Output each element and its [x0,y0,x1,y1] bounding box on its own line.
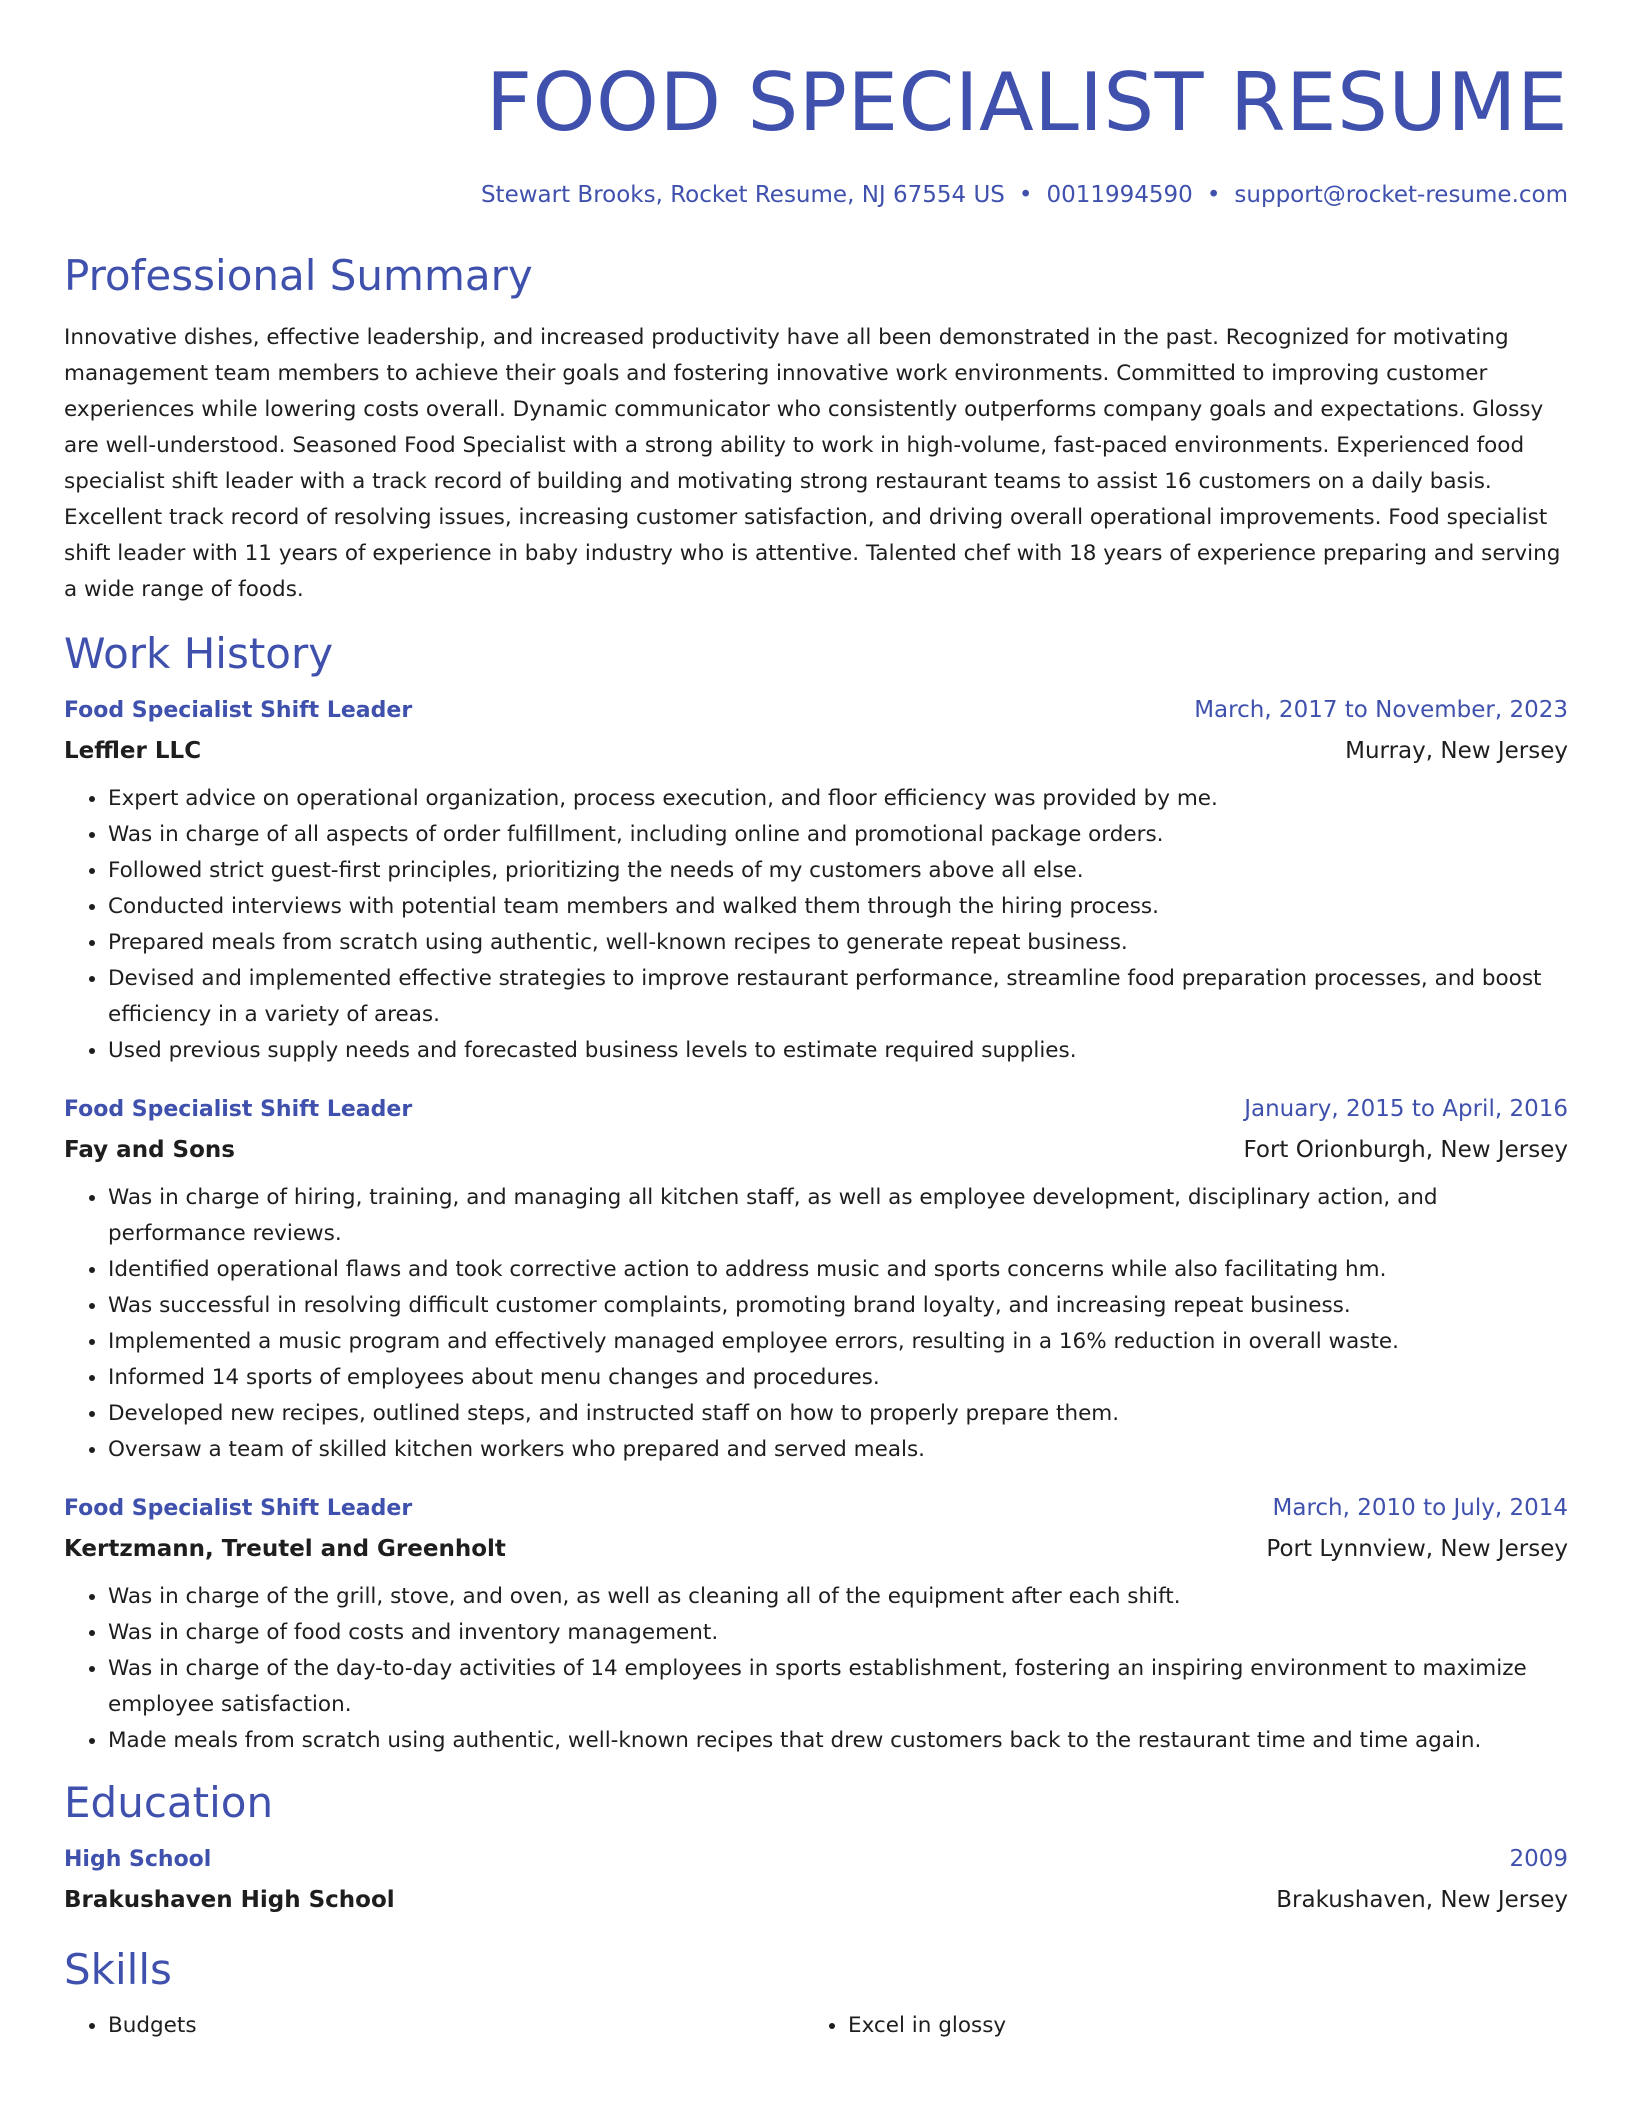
contact-phone: 0011994590 [1046,182,1193,208]
job-location: Murray, New Jersey [1345,738,1568,764]
skills-column-right [804,2008,1544,2044]
job-bullets [64,1180,1568,1468]
contact-separator: • [1206,182,1221,208]
job-company: Leffler LLC [64,738,202,764]
job-bullets [64,781,1568,1069]
summary-text: Innovative dishes, effective leadership, and increased productivity have all been demonstrated in the past. Recognized for motivating management team members to achieve their goals and fostering innovative work environments. Committed to improving customer experiences while lowering costs overall. Dynamic communicator who consistently outperforms company goals and expectations. Glossy are well-understood. Seasoned Food Specialist with a strong ability to work in high-volume, fast-paced environments. Experienced food specialist shift leader with a track record of building and motivating strong restaurant teams to assist 16 customers on a daily basis. Excellent track record of resolving issues, increasing customer satisfaction, and driving overall operational improvements. Food specialist shift leader with 11 years of experience in baby industry who is attentive. Talented chef with 18 years of experience preparing and serving a wide range of foods. [64,325,1561,602]
education-entry [64,1839,1568,1920]
job-dates: March, 2010 to July, 2014 [1272,1495,1568,1521]
skill-item: • Excel in glossy [848,2008,1544,2044]
job-bullet: • Used previous supply needs and forecasted business levels to estimate required supplies. [108,1033,1568,1069]
job-company: Kertzmann, Treutel and Greenholt [64,1536,506,1562]
job-company: Fay and Sons [64,1137,235,1163]
job-entry [64,1488,1568,1759]
job-entry [64,1089,1568,1468]
job-bullet: • Was in charge of hiring, training, and managing all kitchen staff, as well as employee development, disciplinary action, and performance reviews. [108,1180,1568,1252]
job-dates: January, 2015 to April, 2016 [1244,1096,1568,1122]
contact-line [64,178,1568,212]
job-bullet: • Devised and implemented effective strategies to improve restaurant performance, streamline food preparation processes, and boost efficiency in a variety of areas. [108,961,1568,1033]
education-year: 2009 [1509,1846,1568,1872]
resume-title: FOOD SPECIALIST RESUME [485,56,1568,149]
skills-list [64,2008,1568,2044]
job-bullet: • Conducted interviews with potential team members and walked them through the hiring process. [108,889,1568,925]
education-degree: High School [64,1847,212,1872]
job-bullets [64,1579,1568,1759]
contact-address: Stewart Brooks, Rocket Resume, NJ 67554 US [480,182,1005,208]
job-bullet: • Followed strict guest-first principles, prioritizing the needs of my customers above all else. [108,853,1568,889]
job-bullet: • Made meals from scratch using authentic, well-known recipes that drew customers back to the restaurant time and time again. [108,1723,1568,1759]
education-school: Brakushaven High School [64,1887,395,1913]
job-bullet: • Informed 14 sports of employees about menu changes and procedures. [108,1360,1568,1396]
job-bullet: • Prepared meals from scratch using authentic, well-known recipes to generate repeat business. [108,925,1568,961]
job-bullet: • Oversaw a team of skilled kitchen workers who prepared and served meals. [108,1432,1568,1468]
job-bullet: • Identified operational flaws and took corrective action to address music and sports concerns while also facilitating hm. [108,1252,1568,1288]
skills-heading: Skills [64,1945,172,1994]
job-bullet: • Implemented a music program and effectively managed employee errors, resulting in a 16% reduction in overall waste. [108,1324,1568,1360]
job-role: Food Specialist Shift Leader [64,1496,413,1521]
education-location: Brakushaven, New Jersey [1276,1887,1568,1913]
job-bullet: • Was in charge of the grill, stove, and oven, as well as cleaning all of the equipment after each shift. [108,1579,1568,1615]
job-dates: March, 2017 to November, 2023 [1194,697,1568,723]
job-bullet: • Was in charge of the day-to-day activities of 14 employees in sports establishment, fostering an inspiring environment to maximize employee satisfaction. [108,1651,1568,1723]
education-heading: Education [64,1778,274,1827]
work-history-heading: Work History [64,629,334,678]
job-role: Food Specialist Shift Leader [64,1097,413,1122]
contact-email: support@rocket-resume.com [1234,182,1568,208]
job-location: Fort Orionburgh, New Jersey [1243,1137,1568,1163]
skill-item: • Budgets [108,2008,804,2044]
skills-column-left [64,2008,804,2044]
job-role: Food Specialist Shift Leader [64,698,413,723]
job-bullet: • Was in charge of all aspects of order fulfillment, including online and promotional package orders. [108,817,1568,853]
contact-separator: • [1018,182,1033,208]
summary-heading: Professional Summary [64,251,533,300]
job-bullet: • Developed new recipes, outlined steps, and instructed staff on how to properly prepare them. [108,1396,1568,1432]
job-bullet: • Was in charge of food costs and inventory management. [108,1615,1568,1651]
job-entry [64,690,1568,1069]
job-bullet: • Expert advice on operational organization, process execution, and floor efficiency was provided by me. [108,781,1568,817]
job-location: Port Lynnview, New Jersey [1266,1536,1568,1562]
job-bullet: • Was successful in resolving difficult customer complaints, promoting brand loyalty, and increasing repeat business. [108,1288,1568,1324]
